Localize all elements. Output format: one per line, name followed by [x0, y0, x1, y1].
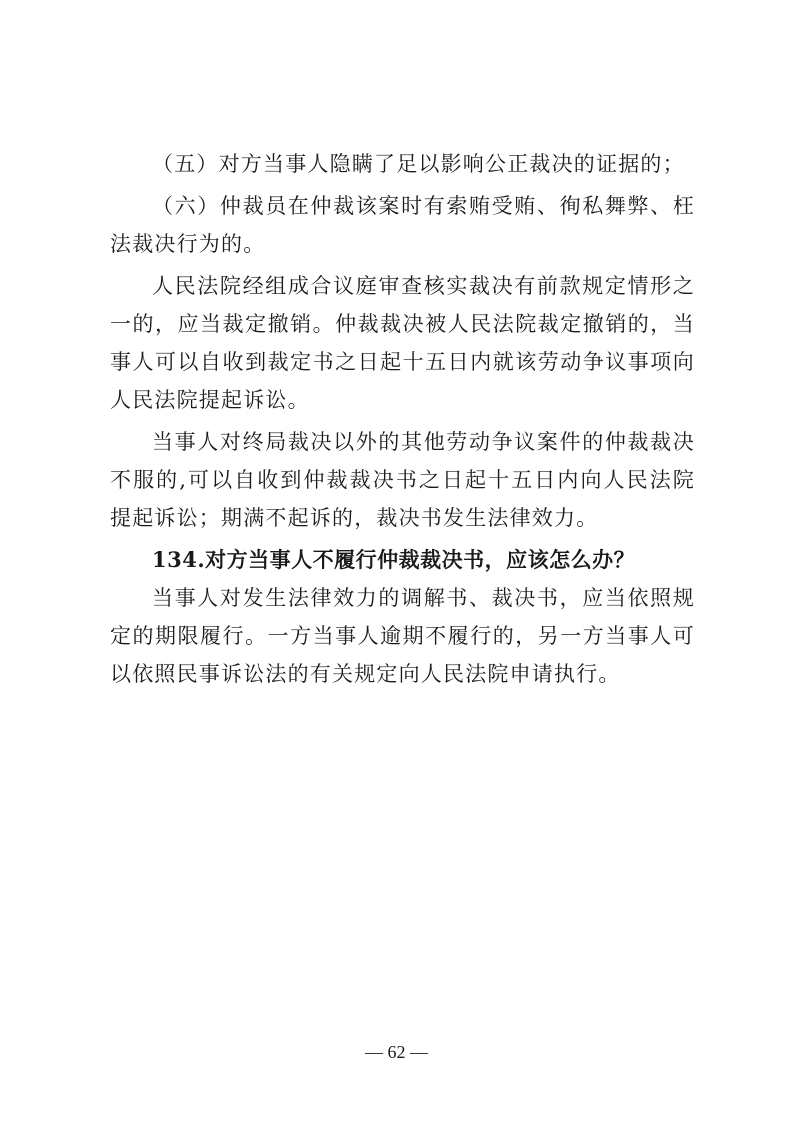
paragraph-item-5: （五）对方当事人隐瞒了足以影响公正裁决的证据的； [152, 152, 685, 176]
page-number: — 62 — [365, 1042, 428, 1062]
paragraph-enforcement: 当事人对发生法律效力的调解书、裁决书，应当依照规定的期限履行。一方当事人逾期不履行的，另一方当事人可以依照民事诉讼法的有关规定向人民法院申请执行。 [110, 586, 695, 686]
paragraph-non-final-award: 当事人对终局裁决以外的其他劳动争议案件的仲裁裁决不服的,可以自收到仲裁裁决书之日起十五日内向人民法院提起诉讼；期满不起诉的，裁决书发生法律效力。 [110, 430, 695, 530]
paragraph-item-6: （六）仲裁员在仲裁该案时有索贿受贿、徇私舞弊、枉法裁决行为的。 [110, 194, 695, 256]
question-heading-134: 134.对方当事人不履行仲裁裁决书，应该怎么办？ [152, 547, 636, 572]
page-body [110, 145, 695, 693]
paragraph-court-review: 人民法院经组成合议庭审查核实裁决有前款规定情形之一的，应当裁定撤销。仲裁裁决被人民法院裁定撤销的，当事人可以自收到裁定书之日起十五日内就该劳动争议事项向人民法院提起诉讼。 [110, 274, 695, 412]
